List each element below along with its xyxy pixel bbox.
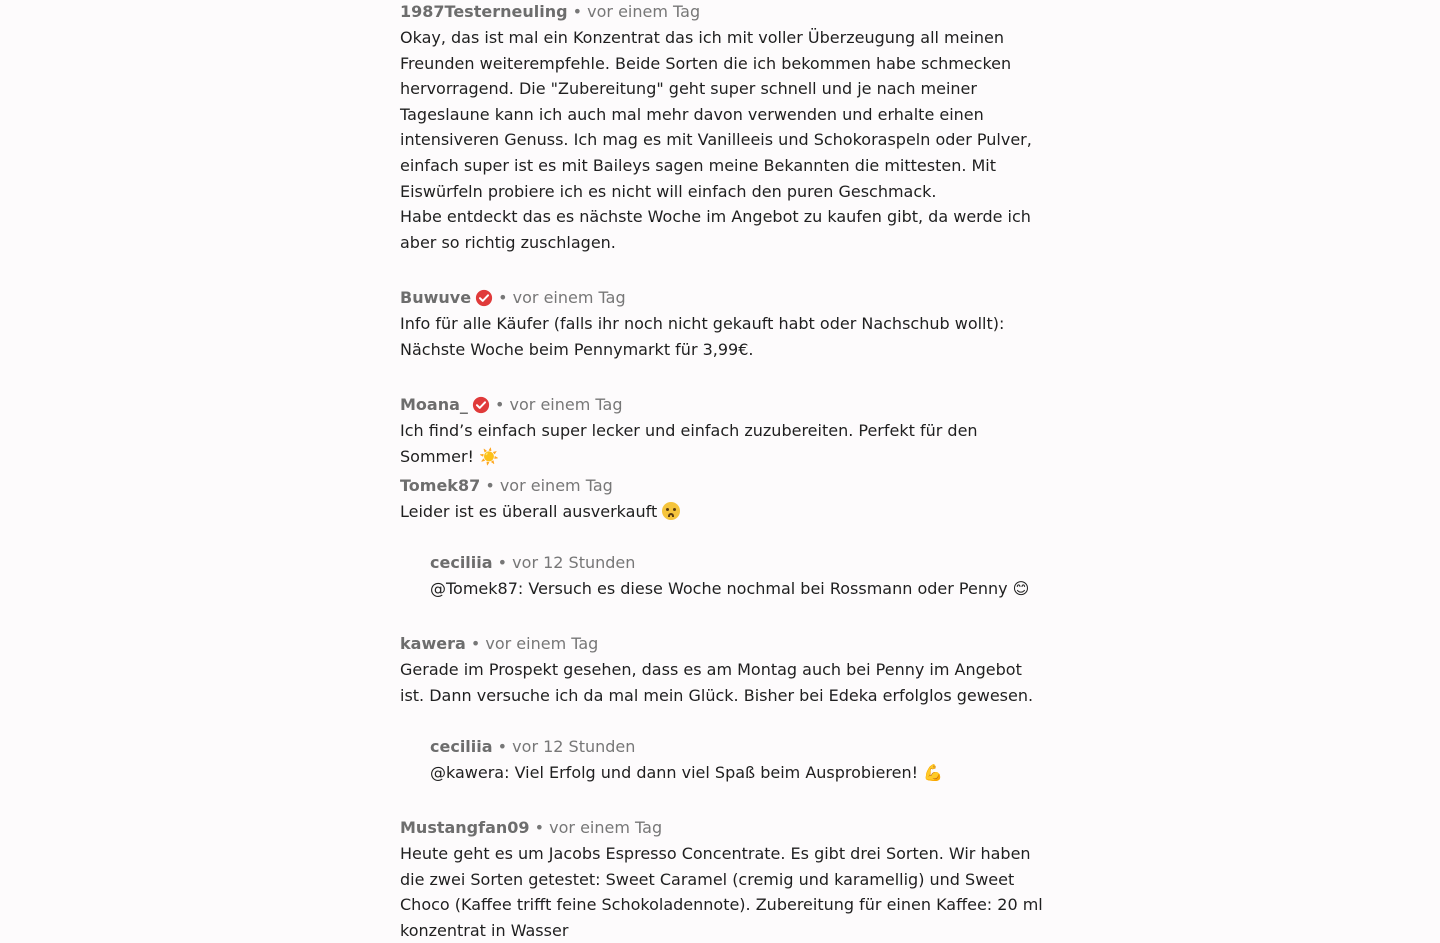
sad-face-icon — [662, 502, 680, 520]
comment-time: • vor 12 Stunden — [497, 737, 636, 756]
comment-author[interactable]: ceciliia — [430, 553, 493, 572]
comment-author[interactable]: Buwuve — [400, 288, 472, 307]
comment-meta — [400, 632, 1045, 656]
comment-time: • vor einem Tag — [470, 634, 599, 653]
comment-meta — [400, 286, 1045, 310]
comment-reply — [430, 735, 943, 786]
comment-text: Okay, das ist mal ein Konzentrat das ich mit voller Überzeugung all meinen Freunden weiterempfehle. Beide Sorten die ich bekommen habe schmecken hervorragend. Die "Zubereitung" geht super schnell und je nach meiner Tageslaune kann ich auch mal mehr davon verwenden und erhalte einen intensiveren Genuss. Ich mag es mit Vanilleeis und Schokoraspeln oder Pulver, einfach super ist es mit Baileys sagen meine Bekannten die mittesten. Mit Eiswürfeln probiere ich es nicht will einfach den puren Geschmack. — [400, 28, 1032, 201]
comment-author[interactable]: 1987Testerneuling — [400, 2, 568, 21]
comment — [400, 286, 1045, 362]
comment-text: Ich find’s einfach super lecker und einfach zuzubereiten. Perfekt für den Sommer! ☀️ — [400, 421, 978, 466]
comment-meta — [400, 0, 1045, 24]
comment-time: • vor einem Tag — [495, 395, 623, 414]
comment — [400, 393, 1045, 469]
comment-author[interactable]: Tomek87 — [400, 476, 481, 495]
comment-time: • vor einem Tag — [534, 818, 663, 837]
comment — [400, 0, 1045, 255]
comment-text: Info für alle Käufer (falls ihr noch nicht gekauft habt oder Nachschub wollt): Nächste Woche beim Pennymarkt für 3,99€. — [400, 314, 1005, 359]
comment-meta — [400, 474, 680, 498]
comment-time: • vor einem Tag — [485, 476, 613, 495]
comment-time: • vor einem Tag — [498, 288, 626, 307]
comment-meta — [430, 551, 1029, 575]
comment-meta — [400, 393, 1045, 417]
comment-reply — [430, 551, 1029, 602]
comment-text: @kawera: Viel Erfolg und dann viel Spaß beim Ausprobieren! 💪 — [430, 763, 943, 782]
comment-text: Heute geht es um Jacobs Espresso Concentrate. Es gibt drei Sorten. Wir haben die zwei Sorten getestet: Sweet Caramel (cremig und karamellig) und Sweet Choco (Kaffee trifft feine Schokoladennote). Zubereitung für einen Kaffee: 20 ml konzentrat in Wasser — [400, 844, 1043, 940]
comment-text-continued: Habe entdeckt das es nächste Woche im Angebot zu kaufen gibt, da werde ich aber so richtig zuschlagen. — [400, 207, 1031, 252]
comment-time: • vor einem Tag — [572, 2, 701, 21]
comment — [400, 632, 1045, 708]
comment-author[interactable]: ceciliia — [430, 737, 493, 756]
comment-author[interactable]: Mustangfan09 — [400, 818, 530, 837]
comment-meta — [400, 816, 1045, 840]
verified-badge-icon — [475, 289, 493, 307]
comment-author[interactable]: kawera — [400, 634, 466, 653]
comment-text: Leider ist es überall ausverkauft — [400, 502, 658, 521]
comment-text-wrapper — [400, 499, 680, 525]
comment-author[interactable]: Moana_ — [400, 395, 468, 414]
comment-meta — [430, 735, 943, 759]
comment — [400, 816, 1045, 943]
comment — [400, 474, 680, 525]
comment-time: • vor 12 Stunden — [497, 553, 636, 572]
comment-text: Gerade im Prospekt gesehen, dass es am Montag auch bei Penny im Angebot ist. Dann versuche ich da mal mein Glück. Bisher bei Edeka erfolglos gewesen. — [400, 660, 1034, 705]
comment-text: @Tomek87: Versuch es diese Woche nochmal bei Rossmann oder Penny 😊 — [430, 579, 1030, 598]
verified-badge-icon — [472, 396, 490, 414]
